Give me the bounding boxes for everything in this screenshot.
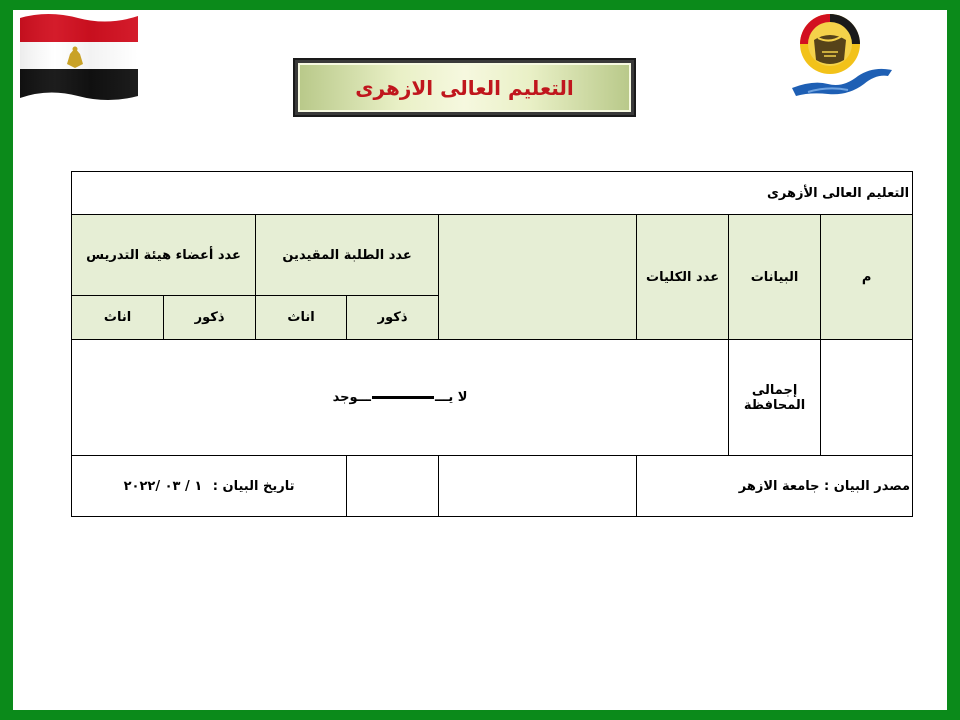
no-data-dash: [372, 396, 434, 399]
footer-empty-2: [347, 456, 439, 517]
date-label: تاريخ البيان :: [212, 478, 295, 494]
title-box: [293, 58, 636, 117]
header-students-male: ذكور: [347, 296, 439, 340]
table-caption: التعليم العالى الأزهرى: [72, 172, 913, 215]
page-title: التعليم العالى الازهرى: [355, 75, 574, 100]
header-index: م: [821, 215, 913, 340]
header-staff-female: اناث: [72, 296, 164, 340]
header-students: عدد الطلبة المقيدين: [256, 215, 439, 296]
header-staff: عدد أعضاء هيئة التدريس: [72, 215, 256, 296]
header-empty: [439, 215, 637, 340]
source-cell: مصدر البيان : جامعة الازهر: [637, 456, 913, 517]
total-index-cell: [821, 340, 913, 456]
data-table: [71, 171, 913, 517]
header-data: البيانات: [729, 215, 821, 340]
header-colleges: عدد الكليات: [637, 215, 729, 340]
date-cell: [72, 456, 347, 517]
no-data-prefix: لا يـــ: [435, 390, 468, 405]
no-data-cell: [72, 340, 729, 456]
egypt-flag-icon: [18, 12, 140, 100]
total-label: إجمالى المحافظة: [729, 340, 821, 456]
governorate-logo-icon: [788, 10, 896, 104]
header-students-female: اناث: [256, 296, 347, 340]
title-inner: [298, 63, 631, 112]
header-staff-male: ذكور: [164, 296, 256, 340]
footer-empty-1: [439, 456, 637, 517]
date-value: ١ / ٠٣ /٢٠٢٢: [123, 478, 203, 494]
no-data-suffix: ـــوجد: [332, 390, 371, 405]
